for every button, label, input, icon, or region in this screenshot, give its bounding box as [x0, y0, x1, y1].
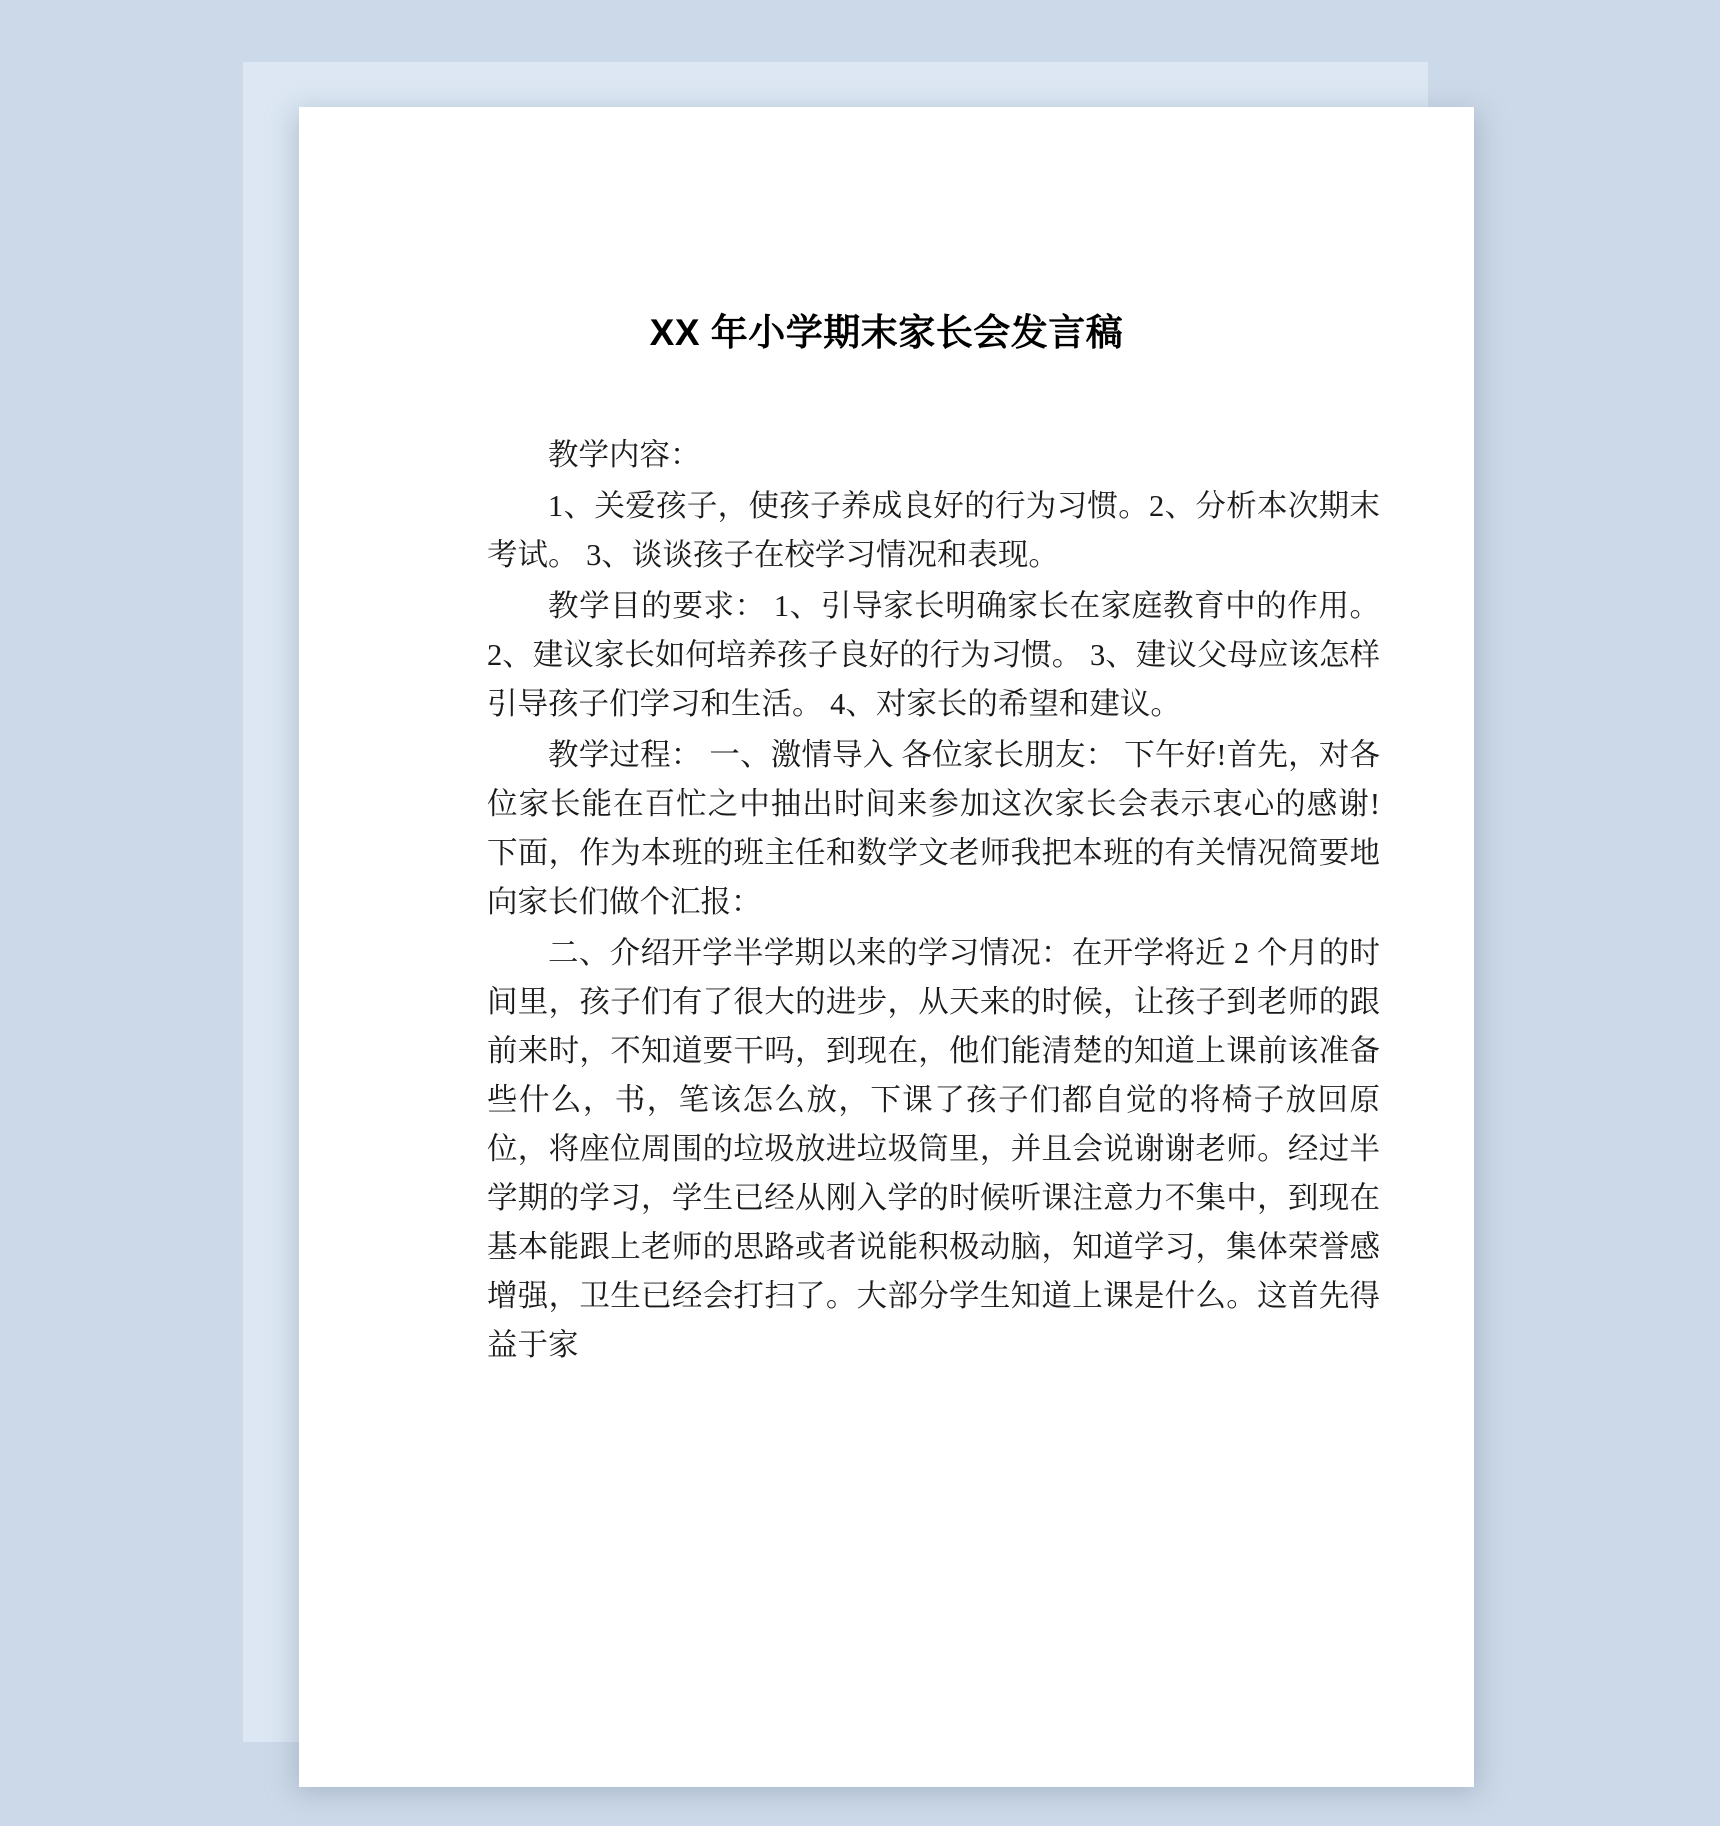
paragraph: 1、关爱孩子，使孩子养成良好的行为习惯。2、分析本次期末考试。 3、谈谈孩子在校学习情况和表现。 — [487, 489, 1380, 572]
page-title: XX 年小学期末家长会发言稿 — [649, 312, 1124, 353]
paragraph: 教学目的要求： 1、引导家长明确家长在家庭教育中的作用。 2、建议家长如何培养孩子良好的行为习惯。 3、建议父母应该怎样引导孩子们学习和生活。 4、对家长的希望和建议。 — [487, 589, 1380, 721]
document-page — [299, 107, 1474, 1787]
paragraph: 教学过程： 一、激情导入 各位家长朋友： 下午好!首先，对各位家长能在百忙之中抽出时间来参加这次家长会表示衷心的感谢!下面，作为本班的班主任和数学文老师我把本班的有关情况简要地向家长们做个汇报： — [487, 738, 1380, 919]
paragraph: 二、介绍开学半学期以来的学习情况：在开学将近 2 个月的时间里，孩子们有了很大的进步，从天来的时候，让孩子到老师的跟前来时，不知道要干吗，到现在，他们能清楚的知道上课前该准备些什么，书，笔该怎么放，下课了孩子们都自觉的将椅子放回原位，将座位周围的垃圾放进垃圾筒里，并且会说谢谢老师。经过半学期的学习，学生已经从刚入学的时候听课注意力不集中，到现在基本能跟上老师的思路或者说能积极动脑，知道学习，集体荣誉感增强，卫生已经会打扫了。大部分学生知道上课是什么。这首先得益于家 — [487, 936, 1380, 1362]
document-body — [299, 356, 1474, 1370]
paragraph: 教学内容： — [548, 438, 701, 472]
